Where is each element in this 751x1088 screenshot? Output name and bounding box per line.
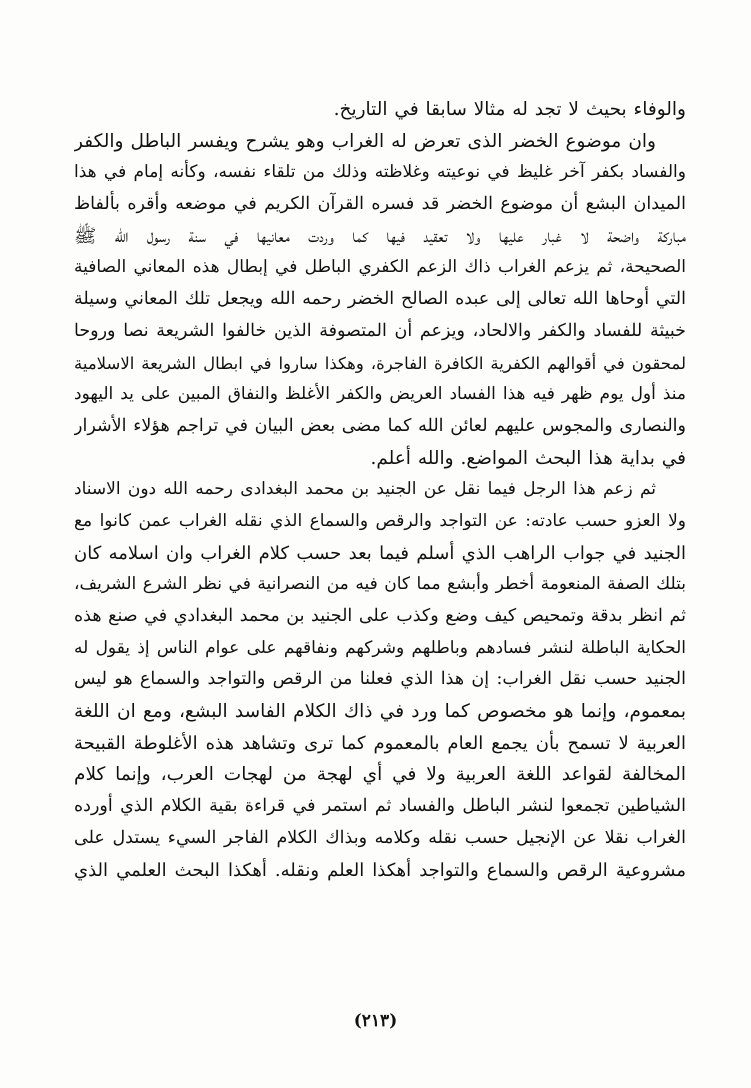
text-line: والوفاء بحيث لا تجد له مثالا سابقا في التاريخ. [333,99,686,120]
text-line: التي أوحاها الله تعالى إلى عبده الصالح الخضر رحمه الله ويجعل تلك المعاني وسيلة [74,289,686,310]
text-line: خبيثة للفساد والكفر والالحاد، ويزعم أن المتصوفة الذين خالفوا الشريعة نصا وروحا [74,320,686,341]
text-line: بتلك الصفة المنعومة أخطر وأبشع مما كان فيه من النصرانية في نظر الشرع الشريف، [74,574,686,595]
text-line: والنصارى والمجوس عليهم لعائن الله كما مضى بعض البيان في تراجم هؤلاء الأشرار [74,415,686,436]
text-line: الشياطين تجمعوا لنشر الباطل والفساد ثم استمر في قراءة بقية الكلام الذي أورده [74,796,686,817]
text-line: الصحيحة، ثم يزعم الغراب ذاك الزعم الكفري الباطل في إبطال هذه المعاني الصافية [74,257,686,278]
body-text [74,94,686,886]
text-line: مباركة واضحة لا غبار عليها ولا تعقيد فيها كما وردت معانيها في سنة رسول الله ﷺ [74,225,686,247]
text-line: وان موضوع الخضر الذى تعرض له الغراب وهو يشرح ويفسر الباطل والكفر [74,130,656,152]
text-line: والفساد بكفر آخر غليظ في نوعيته وغلاظته وذلك من تلقاء نفسه، وكأنه إمام في هذا [74,162,686,183]
page-number: (٢١٣) [353,1011,398,1031]
text-line: المخالفة لقواعد اللغة العربية ولا في أي لهجة من لهجات العرب، وإنما كلام [74,764,686,786]
text-line: بمعموم، وإنما هو مخصوص كما ورد في ذاك الكلام الفاسد البشع، ومع ان اللغة [74,701,686,723]
text-line: الغراب نقلا عن الإنجيل حسب نقله وكلامه وبذاك الكلام الفاجر السيء يستدل على [74,827,686,848]
text-line: ولا العزو حسب عادته: عن التواجد والرقص والسماع الذي نقله الغراب عمن كانوا مع [74,510,686,531]
text-line: العربية لا تسمح بأن يجمع العام بالمعموم كما ترى وتشاهد هذه الأغلوطة القبيحة [74,732,686,754]
text-line: الجنيد في جواب الراهب الذي أسلم فيما بعد حسب كلام الغراب وان اسلامه كان [74,542,686,564]
text-line: ثم زعم هذا الرجل فيما نقل عن الجنيد بن محمد البغدادى رحمه الله دون الاسناد [74,479,656,500]
text-line: لمحقون في أقوالهم الكفرية الكافرة الفاجرة، وهكذا ساروا في ابطال الشريعة الاسلامية [74,353,686,373]
text-line: مشروعية الرقص والسماع والتواجد أهكذا العلم ونقله. أهكذا البحث العلمي الذي [74,859,686,881]
text-line: منذ أول يوم ظهر فيه هذا الفساد العريض والكفر الأغلظ والنفاق المبين على يد اليهود [74,384,686,405]
text-line: الميدان البشع أن موضوع الخضر قد فسره القرآن الكريم في موضعه وأقره بألفاظ [74,194,686,215]
text-line: الجنيد حسب نقل الغراب: إن هذا الذي فعلنا من الرقص والتواجد والسماع هو ليس [74,669,686,690]
text-line: الحكاية الباطلة لنشر فسادهم وباطلهم وشركهم ونفاقهم على عوام الناس إذ يقول له [74,637,686,658]
text-line: ثم انظر بدقة وتمحيص كيف وضع وكذب على الجنيد بن محمد البغدادي في صنع هذه [74,606,686,626]
text-line: في بداية هذا البحث المواضع. والله أعلم. [370,447,686,469]
